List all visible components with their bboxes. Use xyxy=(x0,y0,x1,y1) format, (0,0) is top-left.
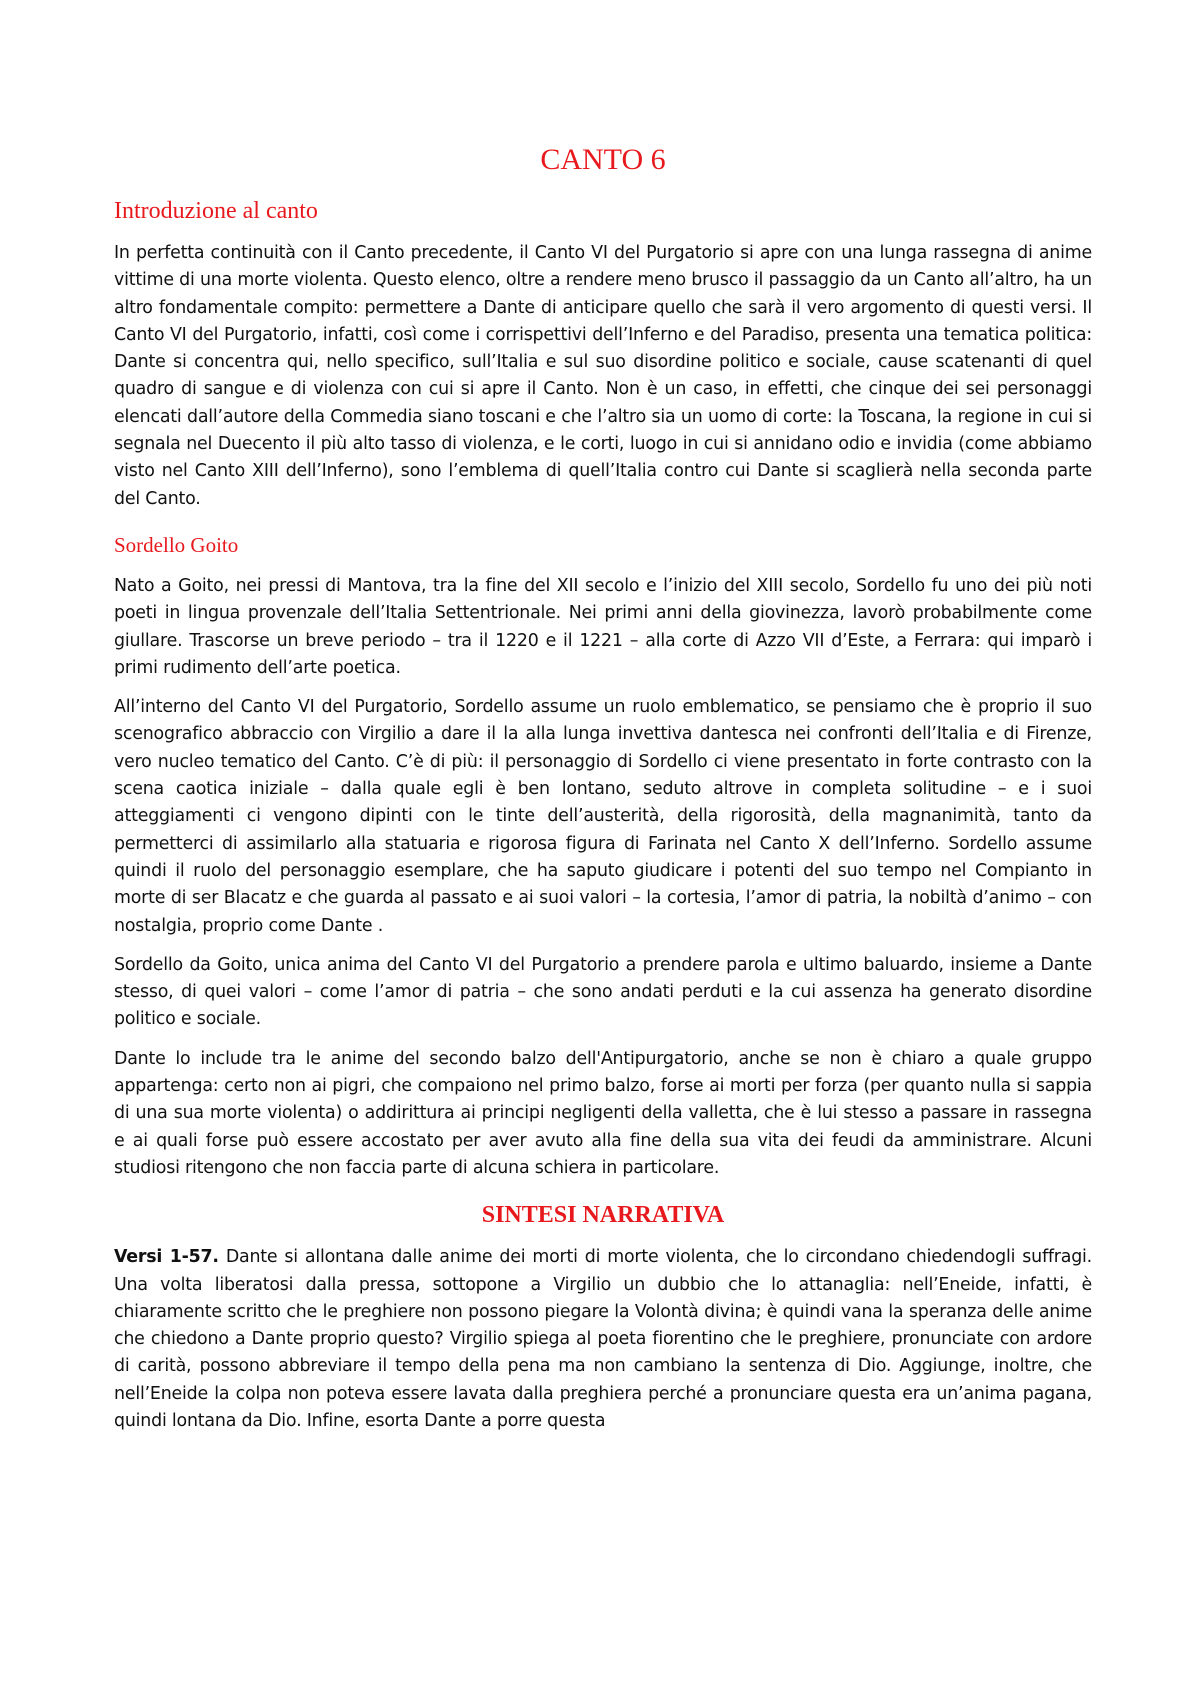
sintesi-paragraph xyxy=(114,1244,1092,1435)
sintesi-heading: SINTESI NARRATIVA xyxy=(481,1202,725,1229)
intro-heading: Introduzione al canto xyxy=(114,198,318,224)
sordello-paragraph-2: All’interno del Canto VI del Purgatorio, Sordello assume un ruolo emblematico, se pensiamo che è proprio il suo scenografico abbraccio con Virgilio a dare il la alla lunga invettiva dantesca nei confronti dell’Italia e di Firenze, vero nucleo tematico del Canto. C’è di più: il personaggio di Sordello ci viene presentato in forte contrasto con la scena caotica iniziale – dalla quale egli è ben lontano, seduto altrove in completa solitudine – e i suoi atteggiamenti ci vengono dipinti con le tinte dell’austerità, della rigorosità, della magnanimità, tanto da permetterci di assimilarlo alla statuaria e rigorosa figura di Farinata nel Canto X dell’Inferno. Sordello assume quindi il ruolo del personaggio esemplare, che ha saputo giudicare i potenti del suo tempo nel Compianto in morte di ser Blacatz e che guarda al passato e ai suoi valori – la cortesia, l’amor di patria, la nobiltà d’animo – con nostalgia, proprio come Dante . xyxy=(114,697,1092,936)
sordello-paragraph-4: Dante lo include tra le anime del secondo balzo dell'Antipurgatorio, anche se non è chiaro a quale gruppo appartenga: certo non ai pigri, che compaiono nel primo balzo, forse ai morti per forza (per quanto nulla si sappia di una sua morte violenta) o addirittura ai principi negligenti della valletta, che è lui stesso a passare in rassegna e ai quali forse può essere accostato per aver avuto alla fine della sua vita dei feudi da amministrare. Alcuni studiosi ritengono che non faccia parte di alcuna schiera in particolare. xyxy=(114,1048,1092,1178)
document-content xyxy=(114,142,1092,1447)
sintesi-lead: Versi 1-57. xyxy=(114,1247,219,1268)
sordello-paragraph-1: Nato a Goito, nei pressi di Mantova, tra la fine del XII secolo e l’inizio del XIII secolo, Sordello fu uno dei più noti poeti in lingua provenzale dell’Italia Settentrionale. Nei primi anni della giovinezza, lavorò probabilmente come giullare. Trascorse un breve periodo – tra il 1220 e il 1221 – alla corte di Azzo VII d’Este, a Ferrara: qui imparò i primi rudimento dell’arte poetica. xyxy=(114,575,1092,678)
intro-paragraph: In perfetta continuità con il Canto precedente, il Canto VI del Purgatorio si apre con una lunga rassegna di anime vittime di una morte violenta. Questo elenco, oltre a rendere meno brusco il passaggio da un Canto all’altro, ha un altro fondamentale compito: permettere a Dante di anticipare quello che sarà il vero argomento di questi versi. Il Canto VI del Purgatorio, infatti, così come i corrispettivi dell’Inferno e del Paradiso, presenta una tematica politica: Dante si concentra qui, nello specifico, sull’Italia e sul suo disordine politico e sociale, cause scatenanti di quel quadro di sangue e di violenza con cui si apre il Canto. Non è un caso, in effetti, che cinque dei sei personaggi elencati dall’autore della Commedia siano toscani e che l’altro sia un uomo di corte: la Toscana, la regione in cui si segnala nel Duecento il più alto tasso di violenza, e le corti, luogo in cui si annidano odio e invidia (come abbiamo visto nel Canto XIII dell’Inferno), sono l’emblema di quell’Italia contro cui Dante si scaglierà nella seconda parte del Canto. xyxy=(114,243,1092,509)
page-title: CANTO 6 xyxy=(540,143,666,176)
sordello-paragraph-3: Sordello da Goito, unica anima del Canto VI del Purgatorio a prendere parola e ultimo baluardo, insieme a Dante stesso, di quei valori – come l’amor di patria – che sono andati perduti e la cui assenza ha generato disordine politico e sociale. xyxy=(114,954,1092,1030)
sintesi-text: Dante si allontana dalle anime dei morti di morte violenta, che lo circondano chiedendogli suffragi. Una volta liberatosi dalla pressa, sottopone a Virgilio un dubbio che lo attanaglia: nell’Eneide, infatti, è chiaramente scritto che le preghiere non possono piegare la Volontà divina; è quindi vana la speranza delle anime che chiedono a Dante proprio questo? Virgilio spiega al poeta fiorentino che le preghiere, pronunciate con ardore di carità, possono abbreviare il tempo della pena ma non cambiano la sentenza di Dio. Aggiunge, inoltre, che nell’Eneide la colpa non poteva essere lavata dalla preghiera perché a pronunciare questa era un’anima pagana, quindi lontana da Dio. Infine, esorta Dante a porre questa xyxy=(114,1247,1092,1431)
sordello-heading: Sordello Goito xyxy=(114,532,239,557)
